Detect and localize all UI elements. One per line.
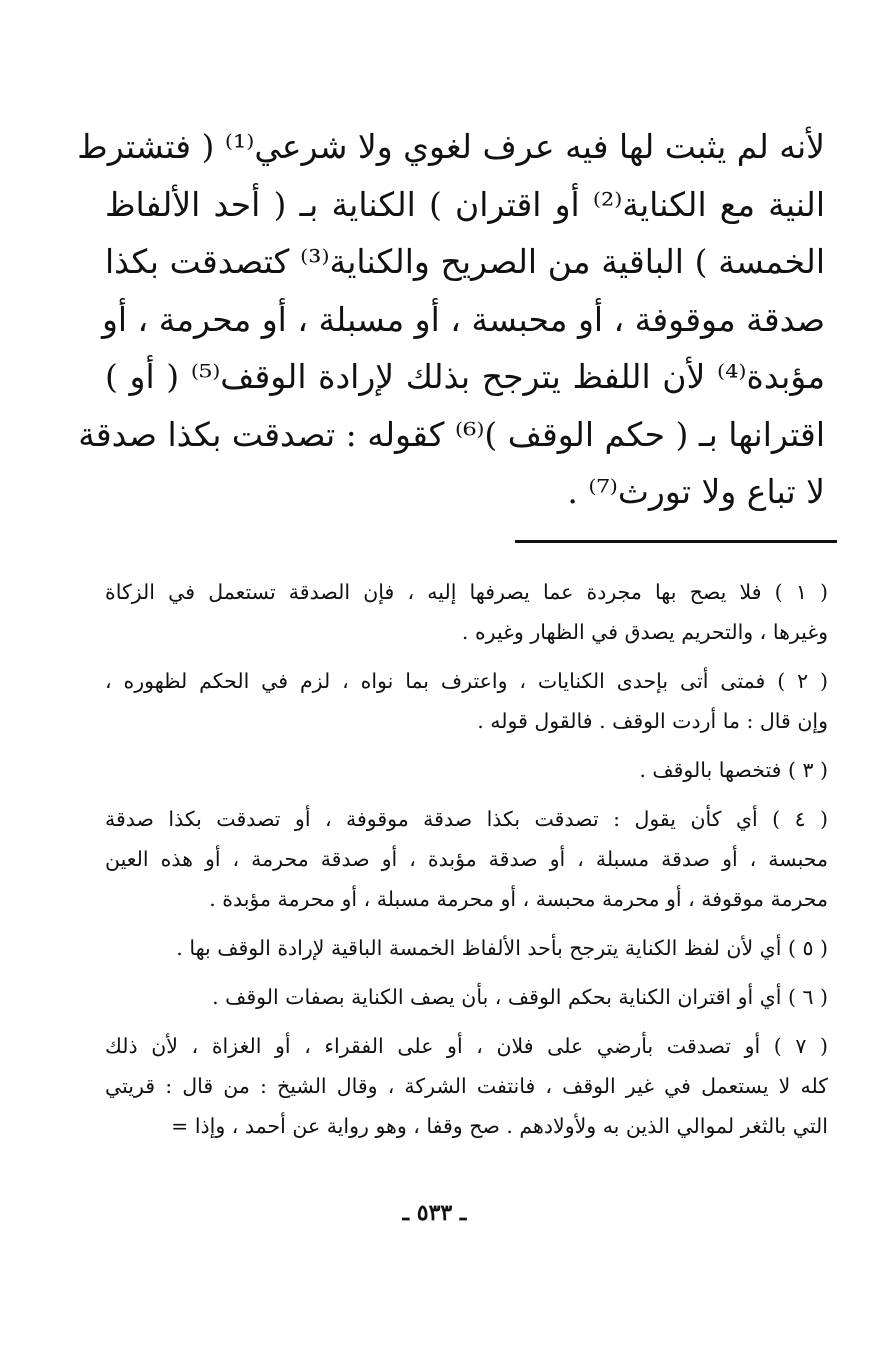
- footnote-line: وإن قال : ما أردت الوقف . فالقول قوله .: [477, 709, 828, 733]
- footnote-2: [105, 661, 828, 741]
- footnotes: [105, 572, 828, 1155]
- main-text-line: لا تباع ولا تورث⁽⁷⁾ .: [567, 472, 825, 511]
- footnote-line: ( ٧ ) أو تصدقت بأرضي على فلان ، أو على الفقراء ، أو الغزاة ، لأن ذلك: [105, 1034, 829, 1058]
- main-text: [77, 118, 825, 521]
- footnote-line: كله لا يستعمل في غير الوقف ، فانتفت الشركة ، وقال الشيخ : من قال : قريتي: [105, 1074, 828, 1098]
- footnote-4: [105, 799, 828, 919]
- main-text-line: النية مع الكناية⁽²⁾ أو اقتران ) الكناية بـ ( أحد الألفاظ: [105, 184, 825, 224]
- main-text-line: مؤبدة⁽⁴⁾ لأن اللفظ يترجح بذلك لإرادة الوقف⁽⁵⁾ ( أو ): [105, 357, 825, 396]
- footnote-line: ( ٤ ) أي كأن يقول : تصدقت بكذا صدقة موقوفة ، أو تصدقت بكذا صدقة: [105, 807, 829, 831]
- footnote-3: [105, 750, 828, 790]
- footnote-line: ( ٦ ) أي أو اقتران الكناية بحكم الوقف ، بأن يصف الكناية بصفات الوقف .: [212, 985, 828, 1009]
- footnote-line: ( ١ ) فلا يصح بها مجردة عما يصرفها إليه ، فإن الصدقة تستعمل في الزكاة: [105, 580, 829, 604]
- main-text-line: الخمسة ) الباقية من الصريح والكناية⁽³⁾ كتصدقت بكذا: [105, 242, 825, 281]
- footnote-line: وغيرها ، والتحريم يصدق في الظهار وغيره .: [461, 620, 828, 644]
- footnote-line: ( ٣ ) فتخصها بالوقف .: [639, 758, 828, 782]
- footnote-line: محبسة ، أو صدقة مسبلة ، أو صدقة مؤبدة ، أو صدقة محرمة ، أو هذه العين: [105, 847, 828, 871]
- footnote-1: [105, 572, 828, 652]
- footnote-6: [105, 977, 828, 1017]
- footnote-5: [105, 928, 828, 968]
- footnote-divider: [515, 540, 837, 543]
- footnote-line: ( ٢ ) فمتى أتى بإحدى الكنايات ، واعترف بما نواه ، لزم في الحكم لظهوره ،: [105, 669, 828, 693]
- footnote-line: التي بالثغر لموالي الذين به ولأولادهم . صح وقفا ، وهو رواية عن أحمد ، وإذا =: [171, 1114, 828, 1138]
- footnote-7: [105, 1026, 828, 1146]
- main-text-line: اقترانها بـ ( حكم الوقف )⁽⁶⁾ كقوله : تصدقت بكذا صدقة: [78, 414, 825, 454]
- page-number: ـ ٥٣٣ ـ: [402, 1200, 467, 1226]
- main-text-line: لأنه لم يثبت لها فيه عرف لغوي ولا شرعي⁽¹⁾ ( فتشترط: [77, 127, 825, 166]
- footnote-line: محرمة موقوفة ، أو محرمة محبسة ، أو محرمة مسبلة ، أو محرمة مؤبدة .: [209, 887, 828, 911]
- main-text-line: صدقة موقوفة ، أو محبسة ، أو مسبلة ، أو محرمة ، أو: [101, 299, 825, 339]
- footnote-line: ( ٥ ) أي لأن لفظ الكناية يترجح بأحد الألفاظ الخمسة الباقية لإرادة الوقف بها .: [176, 936, 828, 960]
